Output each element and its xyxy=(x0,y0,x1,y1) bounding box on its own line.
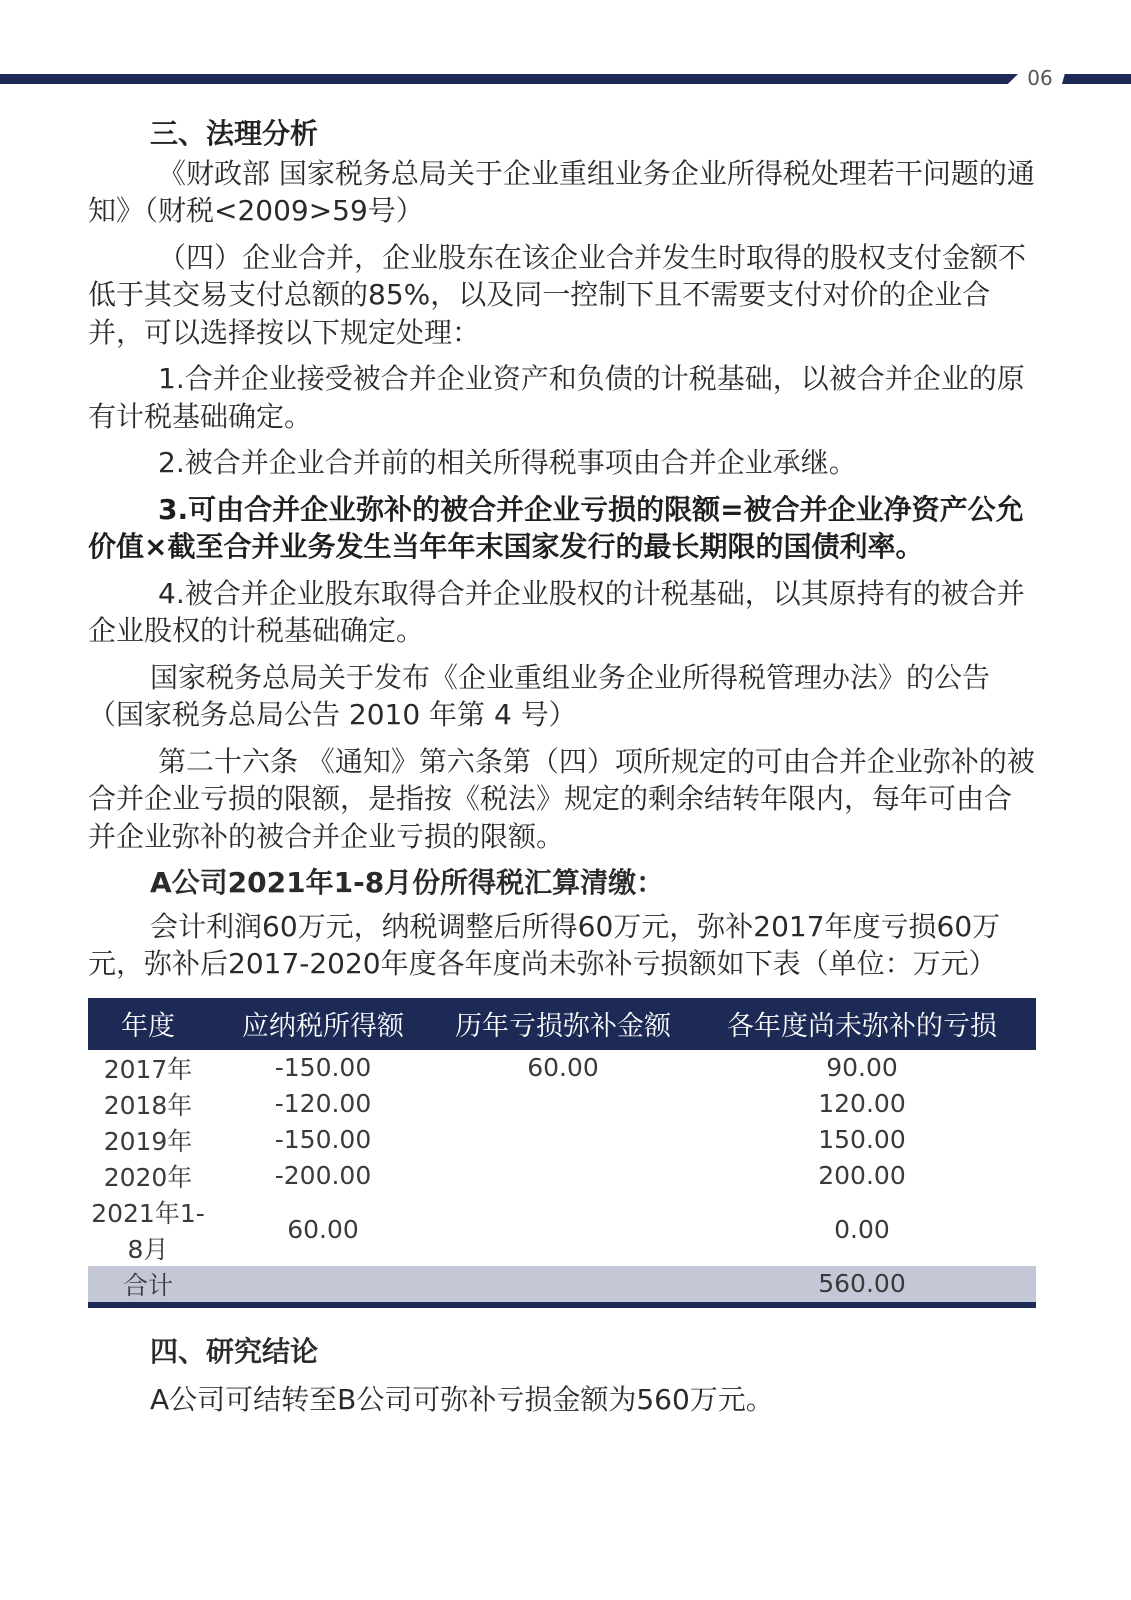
cell-loss-offset xyxy=(438,1158,688,1194)
header-taxable-income: 应纳税所得额 xyxy=(208,998,438,1050)
table-row xyxy=(88,1050,1036,1086)
header-year: 年度 xyxy=(88,998,208,1050)
cell-year: 2018年 xyxy=(103,1090,193,1120)
paragraph-item-2: 2.被合并企业合并前的相关所得税事项由合并企业承继。 xyxy=(158,446,857,479)
cell-loss-offset xyxy=(438,1194,688,1266)
conclusion-text: A公司可结转至B公司可弥补亏损金额为560万元。 xyxy=(150,1382,774,1416)
paragraph-announcement-title: 国家税务总局关于发布《企业重组业务企业所得税管理办法》的公告（国家税务总局公告 2010 年第 4 号） xyxy=(88,660,991,731)
table-row xyxy=(88,1194,1036,1266)
paragraph-profit-summary: 会计利润60万元，纳税调整后所得60万元，弥补2017年度亏损60万元，弥补后2017-2020年度各年度尚未弥补亏损额如下表（单位：万元） xyxy=(88,909,1001,980)
cell-taxable-income: -150.00 xyxy=(274,1125,372,1154)
paragraph-item-4: 4.被合并企业股东取得合并企业股权的计税基础，以其原持有的被合并企业股权的计税基础确定。 xyxy=(88,576,1025,647)
section-heading-conclusion: 四、研究结论 xyxy=(150,1334,319,1368)
cell-year: 2017年 xyxy=(103,1054,193,1084)
cell-total-offset xyxy=(438,1266,688,1302)
header-rule-left xyxy=(0,74,1018,84)
table-row xyxy=(88,1122,1036,1158)
cell-remaining-loss: 90.00 xyxy=(826,1053,898,1082)
cell-remaining-loss: 200.00 xyxy=(818,1161,906,1190)
table-row xyxy=(88,1086,1036,1122)
paragraph-article-26: 第二十六条 《通知》第六条第（四）项所规定的可由合并企业弥补的被合并企业亏损的限额，是指按《税法》规定的剩余结转年限内，每年可由合并企业弥补的被合并企业亏损的限额。 xyxy=(88,744,1035,853)
page-number: 06 xyxy=(1027,66,1053,90)
header-remaining-loss: 各年度尚未弥补的亏损 xyxy=(688,998,1036,1050)
subheading-tax-settlement: A公司2021年1-8月份所得税汇算清缴： xyxy=(150,866,665,899)
cell-year: 2020年 xyxy=(103,1162,193,1192)
paragraph-merger-clause: （四）企业合并，企业股东在该企业合并发生时取得的股权支付金额不低于其交易支付总额的85%，以及同一控制下且不需要支付对价的企业合并，可以选择按以下规定处理： xyxy=(88,240,1027,349)
table-header-row xyxy=(88,998,1036,1050)
cell-total-label: 合计 xyxy=(88,1266,208,1302)
paragraph-item-1: 1.合并企业接受被合并企业资产和负债的计税基础，以被合并企业的原有计税基础确定。 xyxy=(88,362,1025,433)
cell-taxable-income: -120.00 xyxy=(274,1089,372,1118)
cell-taxable-income: 60.00 xyxy=(287,1215,359,1244)
paragraph-notice-title: 《财政部 国家税务总局关于企业重组业务企业所得税处理若干问题的通知》（财税<2009>59号） xyxy=(88,156,1035,227)
cell-remaining-loss: 150.00 xyxy=(818,1125,906,1154)
cell-total-taxable xyxy=(208,1266,438,1302)
cell-remaining-loss: 120.00 xyxy=(818,1089,906,1118)
cell-year: 2021年1-8月 xyxy=(91,1198,205,1264)
header-rule-right xyxy=(1062,74,1131,84)
section-heading-legal-analysis: 三、法理分析 xyxy=(150,117,319,150)
table-bottom-rule xyxy=(88,1302,1036,1308)
article-body xyxy=(88,115,1038,1420)
header-loss-offset: 历年亏损弥补金额 xyxy=(438,998,688,1050)
cell-taxable-income: -150.00 xyxy=(274,1053,372,1082)
table-row xyxy=(88,1158,1036,1194)
table-total-row xyxy=(88,1266,1036,1302)
cell-remaining-loss: 0.00 xyxy=(834,1215,890,1244)
paragraph-item-3-bold: 3.可由合并企业弥补的被合并企业亏损的限额=被合并企业净资产公允价值×截至合并业务发生当年年末国家发行的最长期限的国债利率。 xyxy=(88,492,1024,563)
loss-table xyxy=(88,998,1036,1308)
cell-taxable-income: -200.00 xyxy=(274,1161,372,1190)
cell-loss-offset xyxy=(438,1122,688,1158)
cell-total-remaining: 560.00 xyxy=(688,1266,1036,1302)
cell-loss-offset: 60.00 xyxy=(527,1053,599,1082)
cell-year: 2019年 xyxy=(103,1126,193,1156)
cell-loss-offset xyxy=(438,1086,688,1122)
